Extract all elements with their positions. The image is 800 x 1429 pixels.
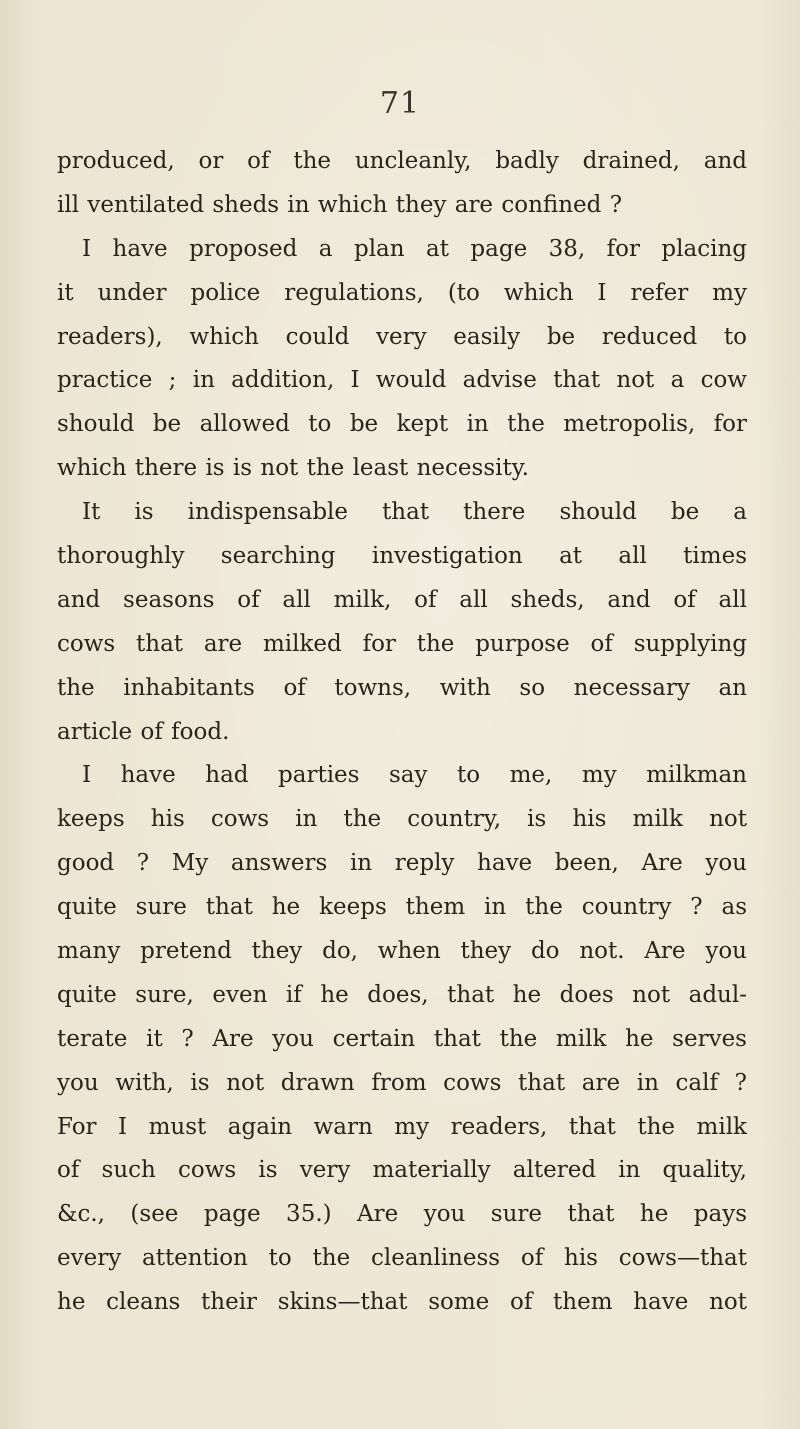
text-line: it under police regulations, (to which I refer my [57, 279, 747, 306]
text-line: good ? My answers in reply have been, Are you [57, 850, 747, 877]
text-line: and seasons of all milk, of all sheds, and of all [57, 586, 747, 613]
text-line: of such cows is very materially altered in quality, [57, 1157, 747, 1184]
text-line: It is indispensable that there should be a [82, 499, 747, 526]
text-line: &c., (see page 35.) Are you sure that he pays [57, 1201, 747, 1228]
text-line: practice ; in addition, I would advise that not a cow [57, 367, 747, 394]
text-line: the inhabitants of towns, with so necessary an [57, 674, 747, 701]
text-line: produced, or of the uncleanly, badly drained, and [57, 148, 747, 174]
page-number: 71 [379, 86, 421, 121]
text-line: every attention to the cleanliness of his cows—that [57, 1245, 747, 1272]
text-line: For I must again warn my readers, that the milk [57, 1113, 747, 1140]
text-line: many pretend they do, when they do not. Are you [57, 938, 747, 965]
text-line: quite sure, even if he does, that he does not adul- [57, 981, 747, 1008]
text-line: I have had parties say to me, my milkman [82, 762, 747, 789]
text-line: keeps his cows in the country, is his milk not [57, 806, 747, 833]
text-line: thoroughly searching investigation at all times [57, 543, 747, 570]
text-line: cows that are milked for the purpose of supplying [57, 630, 747, 657]
text-line: ill ventilated sheds in which they are confined ? [57, 191, 623, 218]
text-line: quite sure that he keeps them in the country ? as [57, 894, 747, 921]
text-line: terate it ? Are you certain that the milk he serves [57, 1025, 747, 1052]
text-line: he cleans their skins—that some of them have not [57, 1289, 747, 1316]
body-text [57, 140, 747, 1325]
text-line: should be allowed to be kept in the metropolis, for [57, 411, 747, 438]
text-line: readers), which could very easily be reduced to [57, 323, 747, 350]
text-line: which there is is not the least necessity. [57, 455, 529, 482]
text-line: article of food. [57, 718, 230, 745]
text-line: you with, is not drawn from cows that are in calf ? [57, 1069, 747, 1096]
text-line: I have proposed a plan at page 38, for placing [82, 235, 747, 262]
